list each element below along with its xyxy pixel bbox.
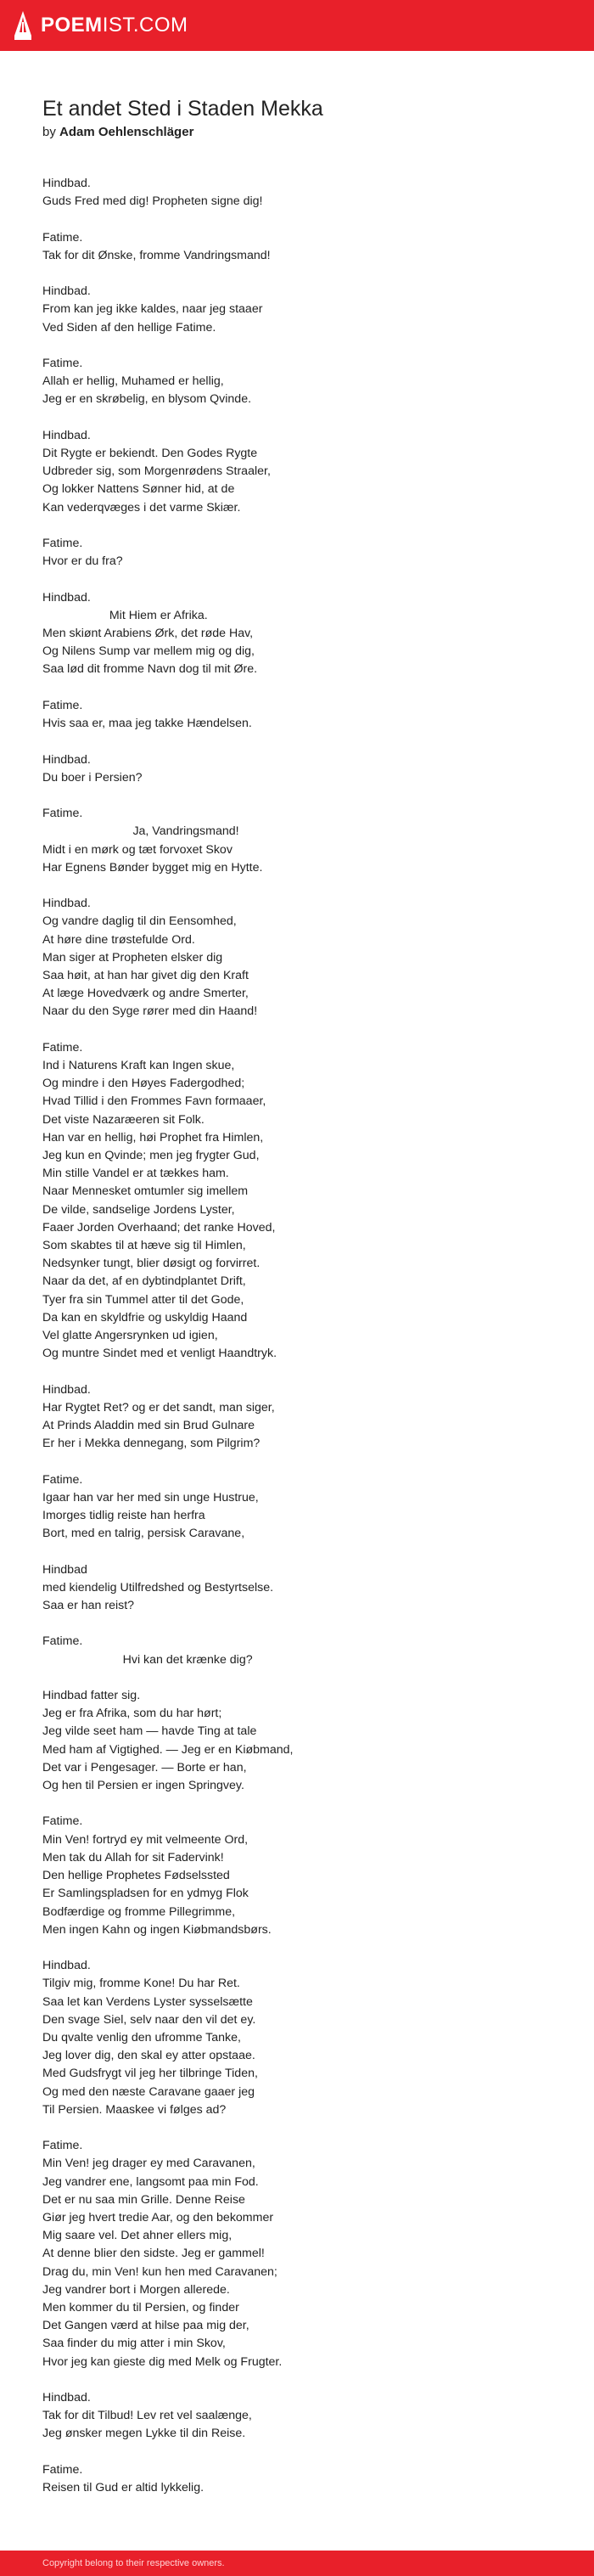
site-footer	[0, 2551, 594, 2576]
logo-light-text: IST.COM	[102, 14, 188, 37]
site-header	[0, 0, 594, 51]
poem-text: Hindbad. Guds Fred med dig! Propheten signe dig! Fatime. Tak for dit Ønske, fromme Vandringsmand! Hindbad. From kan jeg ikke kaldes, naar jeg staaer Ved Siden af den hellige Fatime. Fatime. Allah er hellig, Muhamed er hellig, Jeg er en skrøbelig, en blysom Qvinde. Hindbad. Dit Rygte er bekiendt. Den Godes Rygte Udbreder sig, som Morgenrødens Straaler, Og lokker Nattens Sønner hid, at de Kan vederqvæges i det varme Skiær. Fatime. Hvor er du fra? Hindbad. Mit Hiem er Afrika. Men skiønt Arabiens Ørk, det røde Hav, Og Nilens Sump var mellem mig og dig, Saa lød dit fromme Navn dog til mit Øre. Fatime. Hvis saa er, maa jeg takke Hændelsen. Hindbad. Du boer i Persien? Fatime. Ja, Vandringsmand! Midt i en mørk og tæt forvoxet Skov Har Egnens Bønder bygget mig en Hytte. Hindbad. Og vandre daglig til din Eensomhed, At høre dine trøstefulde Ord. Man siger at Propheten elsker dig Saa høit, at han har givet dig den Kraft At læge Hovedværk og andre Smerter, Naar du den Syge rører med din Haand! Fatime. Ind i Naturens Kraft kan Ingen skue, Og mindre i den Høyes Fadergodhed; Hvad Tillid i den Frommes Favn formaaer, Det viste Nazaræeren sit Folk. Han var en hellig, høi Prophet fra Himlen, Jeg kun en Qvinde; men jeg frygter Gud, Min stille Vandel er at tækkes ham. Naar Mennesket omtumler sig imellem De vilde, sandselige Jordens Lyster, Faaer Jorden Overhaand; det ranke Hoved, Som skabtes til at hæve sig til Himlen, Nedsynker tungt, blier døsigt og forvirret. Naar da det, af en dybtindplantet Drift, Tyer fra sin Tummel atter til det Gode, Da kan en skyldfrie og uskyldig Haand Vel glatte Angersrynken ud igien, Og muntre Sindet med et venligt Haandtryk. Hindbad. Har Rygtet Ret? og er det sandt, man siger, At Prinds Aladdin med sin Brud Gulnare Er her i Mekka dennegang, som Pilgrim? Fatime. Igaar han var her med sin unge Hustrue, Imorges tidlig reiste han herfra Bort, med en talrig, persisk Caravane, Hindbad med kiendelig Utilfredshed og Bestyrtselse. Saa er han reist? Fatime. Hvi kan det krænke dig? Hindbad fatter sig. Jeg er fra Afrika, som du har hørt; Jeg vilde seet ham — havde Ting at tale Med ham af Vigtighed. — Jeg er en Kiøbmand, Det var i Pengesager. — Borte er han, Og hen til Persien er ingen Springvey. Fatime. Min Ven! fortryd ey mit velmeente Ord, Men tak du Allah for sit Fadervink! Den hellige Prophetes Fødselssted Er Samlingspladsen for en ydmyg Flok Bodfærdige og fromme Pillegrimme, Men ingen Kahn og ingen Kiøbmandsbørs. Hindbad. Tilgiv mig, fromme Kone! Du har Ret. Saa let kan Verdens Lyster sysselsætte Den svage Siel, selv naar den vil det ey. Du qvalte venlig den ufromme Tanke, Jeg lover dig, den skal ey atter opstaae. Med Gudsfrygt vil jeg her tilbringe Tiden, Og med den næste Caravane gaaer jeg Til Persien. Maaskee vi følges ad? Fatime. Min Ven! jeg drager ey med Caravanen, Jeg vandrer ene, langsomt paa min Fod. Det er nu saa min Grille. Denne Reise Giør jeg hvert tredie Aar, og den bekommer Mig saare vel. Det ahner ellers mig, At denne blier den sidste. Jeg er gammel! Drag du, min Ven! kun hen med Caravanen; Jeg vandrer bort i Morgen allerede. Men kommer du til Persien, og finder Det Gangen værd at hilse paa mig der, Saa finder du mig atter i min Skov, Hvor jeg kan gieste dig med Melk og Frugter. Hindbad. Tak for dit Tilbud! Lev ret vel saalænge, Jeg ønsker megen Lykke til din Reise. Fatime. Reisen til Gud er altid lykkelig.	[42, 177, 294, 2494]
poem-title: Et andet Sted i Staden Mekka	[42, 97, 323, 121]
logo-bold-text: POEM	[41, 14, 103, 37]
by-label: by	[42, 125, 56, 139]
pen-nib-icon[interactable]	[12, 9, 34, 42]
copyright-text: Copyright belong to their respective owners.	[42, 2558, 225, 2568]
site-logo-link[interactable]	[41, 14, 188, 37]
poem-byline	[42, 125, 569, 140]
poem-content	[42, 95, 569, 2497]
author-link[interactable]: Adam Oehlenschläger	[59, 125, 194, 139]
